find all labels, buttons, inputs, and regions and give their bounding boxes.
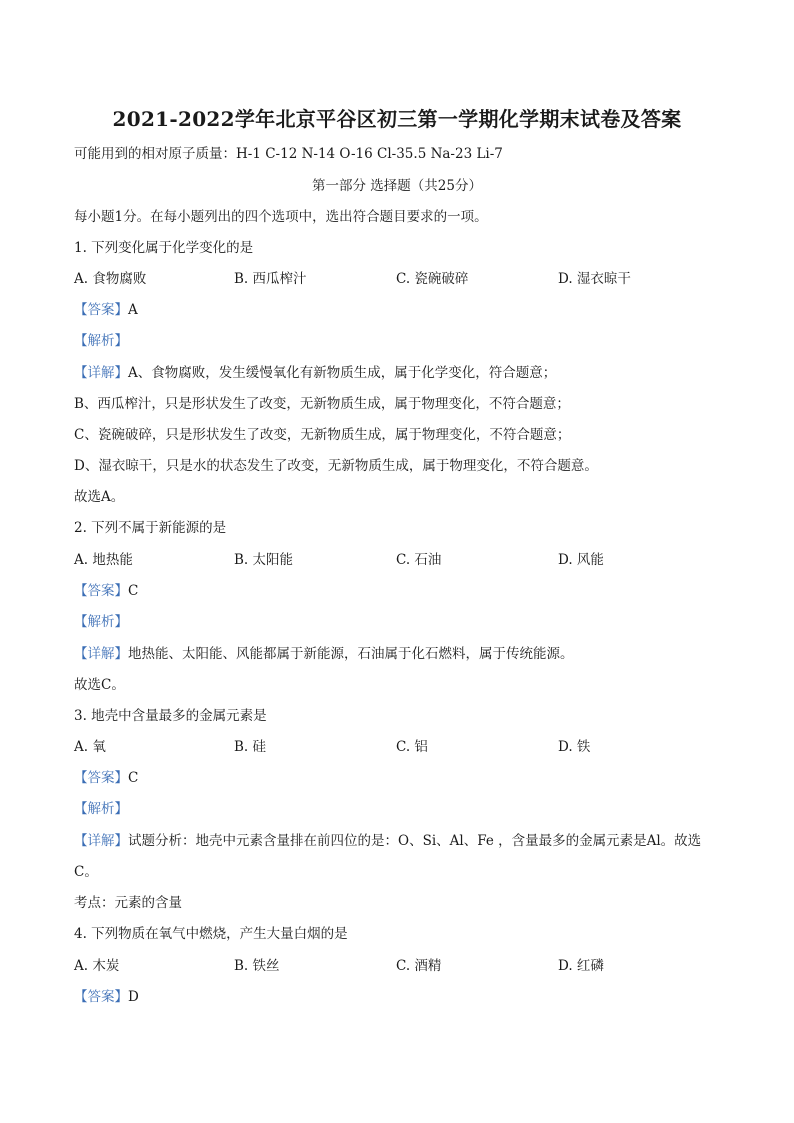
question-3-stem: 3. 地壳中含量最多的金属元素是 — [74, 708, 267, 724]
answer-value: D — [128, 989, 139, 1005]
question-1-detail-line: C、瓷碗破碎，只是形状发生了改变，无新物质生成，属于物理变化，不符合题意； — [74, 427, 571, 443]
detail-text: 试题分析：地壳中元素含量排在前四位的是：O、Si、Al、Fe ，含量最多的金属元素是Al。故选 — [128, 833, 702, 849]
question-2-option-c: C. 石油 — [396, 552, 442, 568]
question-3-note: 考点：元素的含量 — [74, 895, 182, 911]
question-2-answer — [74, 581, 138, 601]
question-2-option-a: A. 地热能 — [74, 552, 133, 568]
question-4-answer — [74, 987, 139, 1007]
question-1-analysis — [74, 331, 128, 351]
question-4-option-c: C. 酒精 — [396, 958, 442, 974]
question-3-option-d: D. 铁 — [558, 739, 591, 755]
question-2-stem: 2. 下列不属于新能源的是 — [74, 520, 227, 536]
question-1-stem: 1. 下列变化属于化学变化的是 — [74, 240, 254, 256]
detail-text: A、食物腐败，发生缓慢氧化有新物质生成，属于化学变化，符合题意； — [128, 365, 557, 381]
question-1-option-a: A. 食物腐败 — [74, 271, 147, 287]
answer-label: 【答案】 — [74, 989, 128, 1005]
detail-label: 【详解】 — [74, 646, 128, 662]
question-1-detail-line: D、湿衣晾干，只是水的状态发生了改变，无新物质生成，属于物理变化，不符合题意。 — [74, 458, 598, 474]
analysis-label: 【解析】 — [74, 801, 128, 817]
detail-label: 【详解】 — [74, 833, 128, 849]
question-3-detail-line: C。 — [74, 864, 98, 880]
question-3-answer — [74, 768, 138, 788]
analysis-label: 【解析】 — [74, 614, 128, 630]
question-4-option-b: B. 铁丝 — [234, 958, 280, 974]
question-1-answer — [74, 300, 138, 320]
question-3-option-b: B. 硅 — [234, 739, 267, 755]
question-2-option-b: B. 太阳能 — [234, 552, 294, 568]
question-3-analysis — [74, 799, 128, 819]
instruction-text: 每小题1分。在每小题列出的四个选项中，选出符合题目要求的一项。 — [74, 209, 488, 225]
answer-value: A — [128, 302, 138, 318]
section-heading: 第一部分 选择题（共25分） — [312, 178, 482, 194]
question-4-option-d: D. 红磷 — [558, 958, 604, 974]
answer-label: 【答案】 — [74, 583, 128, 599]
answer-value: C — [128, 770, 139, 786]
answer-label: 【答案】 — [74, 302, 128, 318]
question-2-conclusion: 故选C。 — [74, 677, 125, 693]
question-2-option-d: D. 风能 — [558, 552, 604, 568]
atomic-mass-line: 可能用到的相对原子质量：H-1 C-12 N-14 O-16 Cl-35.5 Na-23 Li-7 — [74, 146, 503, 162]
question-1-option-b: B. 西瓜榨汁 — [234, 271, 307, 287]
question-1-conclusion: 故选A。 — [74, 489, 125, 505]
analysis-label: 【解析】 — [74, 333, 128, 349]
question-2-detail-line — [74, 644, 574, 664]
question-3-option-c: C. 铝 — [396, 739, 428, 755]
answer-label: 【答案】 — [74, 770, 128, 786]
detail-label: 【详解】 — [74, 365, 128, 381]
question-3-detail-line — [74, 831, 701, 851]
question-1-detail-line — [74, 363, 556, 383]
answer-value: C — [128, 583, 139, 599]
question-1-detail-line: B、西瓜榨汁，只是形状发生了改变，无新物质生成，属于物理变化，不符合题意； — [74, 396, 570, 412]
question-4-option-a: A. 木炭 — [74, 958, 120, 974]
question-2-analysis — [74, 612, 128, 632]
question-3-option-a: A. 氧 — [74, 739, 106, 755]
question-4-stem: 4. 下列物质在氧气中燃烧，产生大量白烟的是 — [74, 926, 348, 942]
detail-text: 地热能、太阳能、风能都属于新能源，石油属于化石燃料，属于传统能源。 — [128, 646, 574, 662]
question-1-option-c: C. 瓷碗破碎 — [396, 271, 469, 287]
page-title: 2021-2022学年北京平谷区初三第一学期化学期末试卷及答案 — [112, 107, 682, 131]
question-1-option-d: D. 湿衣晾干 — [558, 271, 631, 287]
